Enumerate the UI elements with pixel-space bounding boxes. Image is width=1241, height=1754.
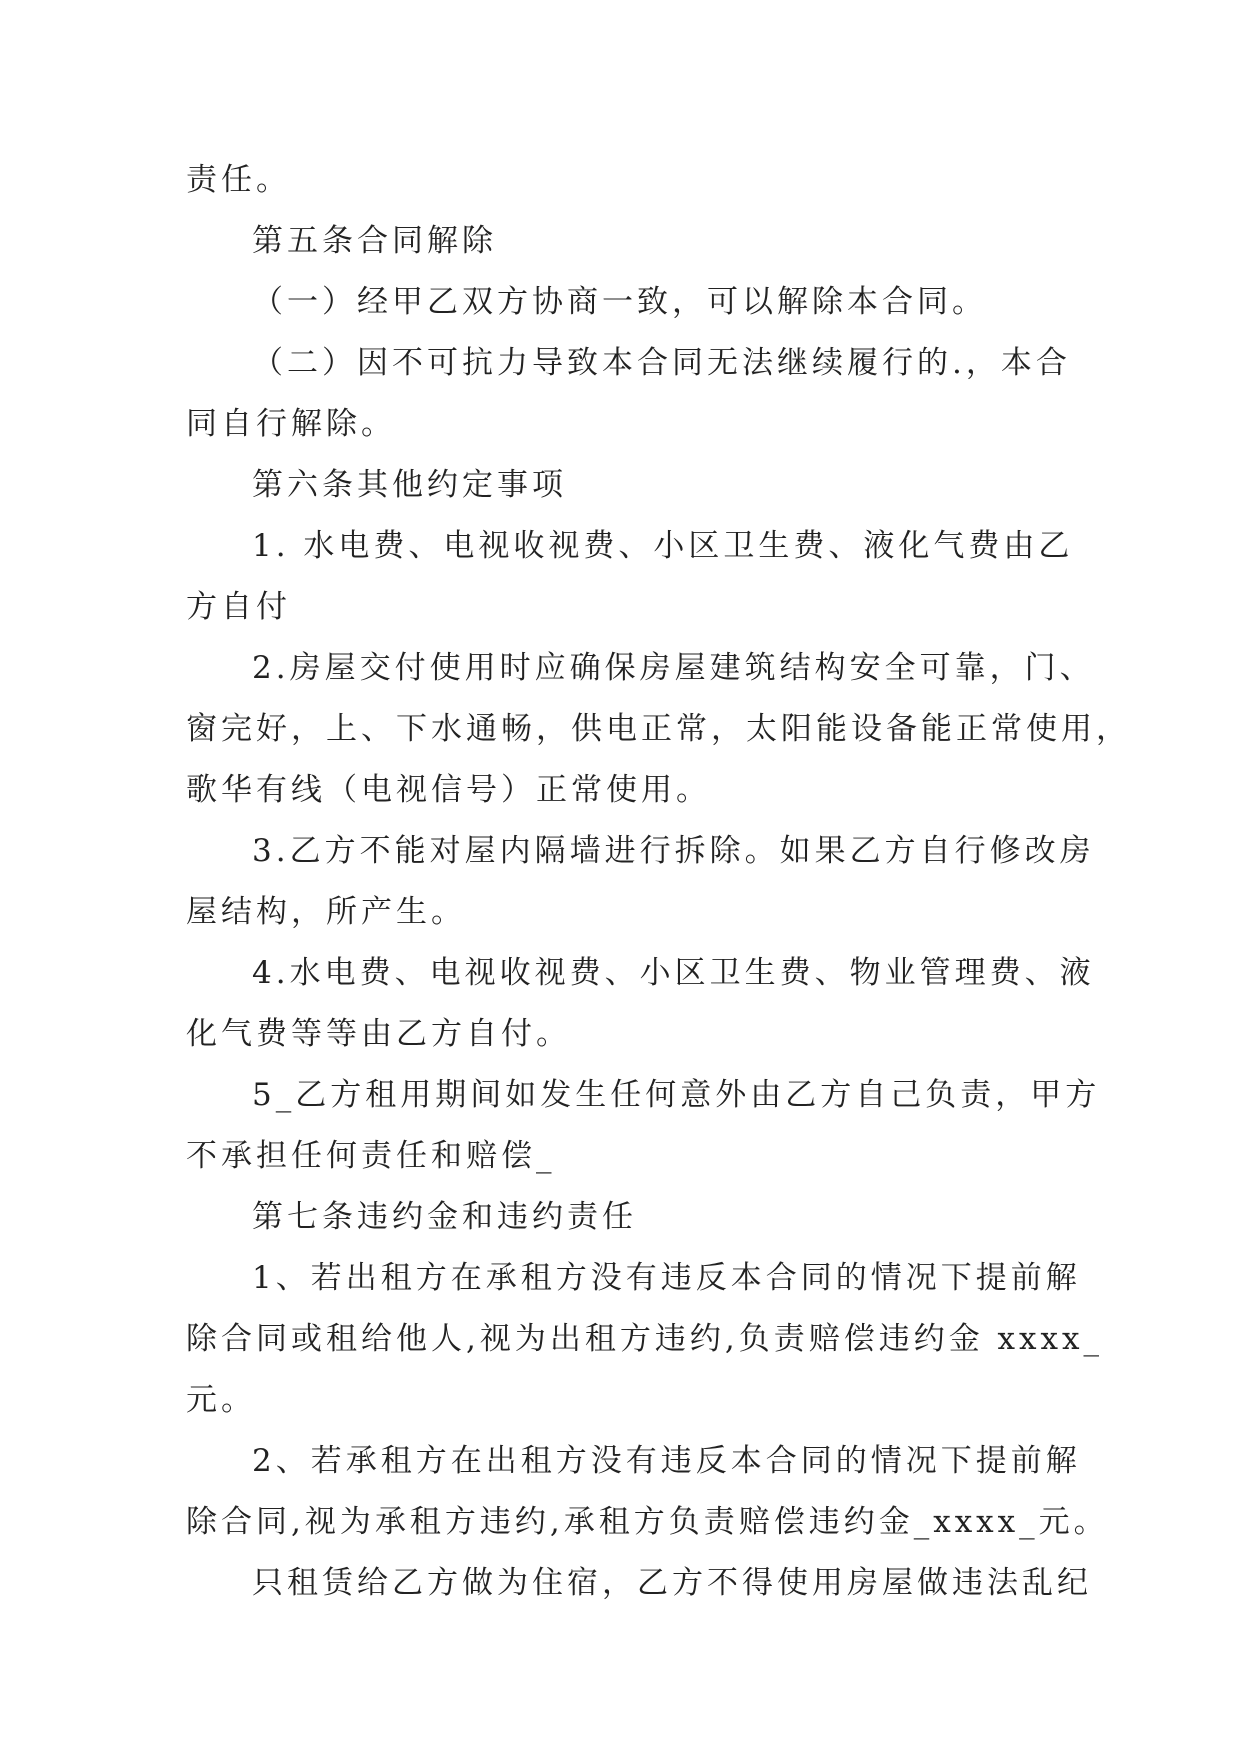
text-line: 责任。: [186, 162, 291, 198]
text-line: （二）因不可抗力导致本合同无法继续履行的.，本合: [252, 345, 1071, 381]
text-line: 第六条其他约定事项: [252, 467, 567, 503]
document-body: [186, 150, 1131, 1614]
text-line: 歌华有线（电视信号）正常使用。: [186, 772, 711, 808]
text-line: 4.水电费、电视收视费、小区卫生费、物业管理费、液: [252, 955, 1095, 991]
text-line: 2、若承租方在出租方没有违反本合同的情况下提前解: [252, 1443, 1081, 1479]
text-line: 第五条合同解除: [252, 223, 497, 259]
text-line: （一）经甲乙双方协商一致，可以解除本合同。: [252, 284, 987, 320]
text-line: 1. 水电费、电视收视费、小区卫生费、液化气费由乙: [252, 528, 1074, 564]
text-line: 5_乙方租用期间如发生任何意外由乙方自己负责，甲方: [252, 1077, 1101, 1113]
text-line: 除合同,视为承租方违约,承租方负责赔偿违约金_xxxx_元。: [186, 1504, 1109, 1540]
text-line: 方自付: [186, 589, 291, 625]
text-line: 屋结构，所产生。: [186, 894, 466, 930]
text-line: 窗完好，上、下水通畅，供电正常，太阳能设备能正常使用，: [186, 711, 1131, 747]
text-line: 元。: [186, 1382, 256, 1418]
text-line: 化气费等等由乙方自付。: [186, 1016, 571, 1052]
text-line: 第七条违约金和违约责任: [252, 1199, 637, 1235]
text-line: 同自行解除。: [186, 406, 396, 442]
text-line: 1、若出租方在承租方没有违反本合同的情况下提前解: [252, 1260, 1081, 1296]
text-line: 3.乙方不能对屋内隔墙进行拆除。如果乙方自行修改房: [252, 833, 1095, 869]
text-line: 除合同或租给他人,视为出租方违约,负责赔偿违约金 xxxx_: [186, 1321, 1103, 1357]
text-line: 只租赁给乙方做为住宿，乙方不得使用房屋做违法乱纪: [252, 1565, 1092, 1601]
text-line: 不承担任何责任和赔偿_: [186, 1138, 556, 1174]
text-line: 2.房屋交付使用时应确保房屋建筑结构安全可靠，门、: [252, 650, 1095, 686]
